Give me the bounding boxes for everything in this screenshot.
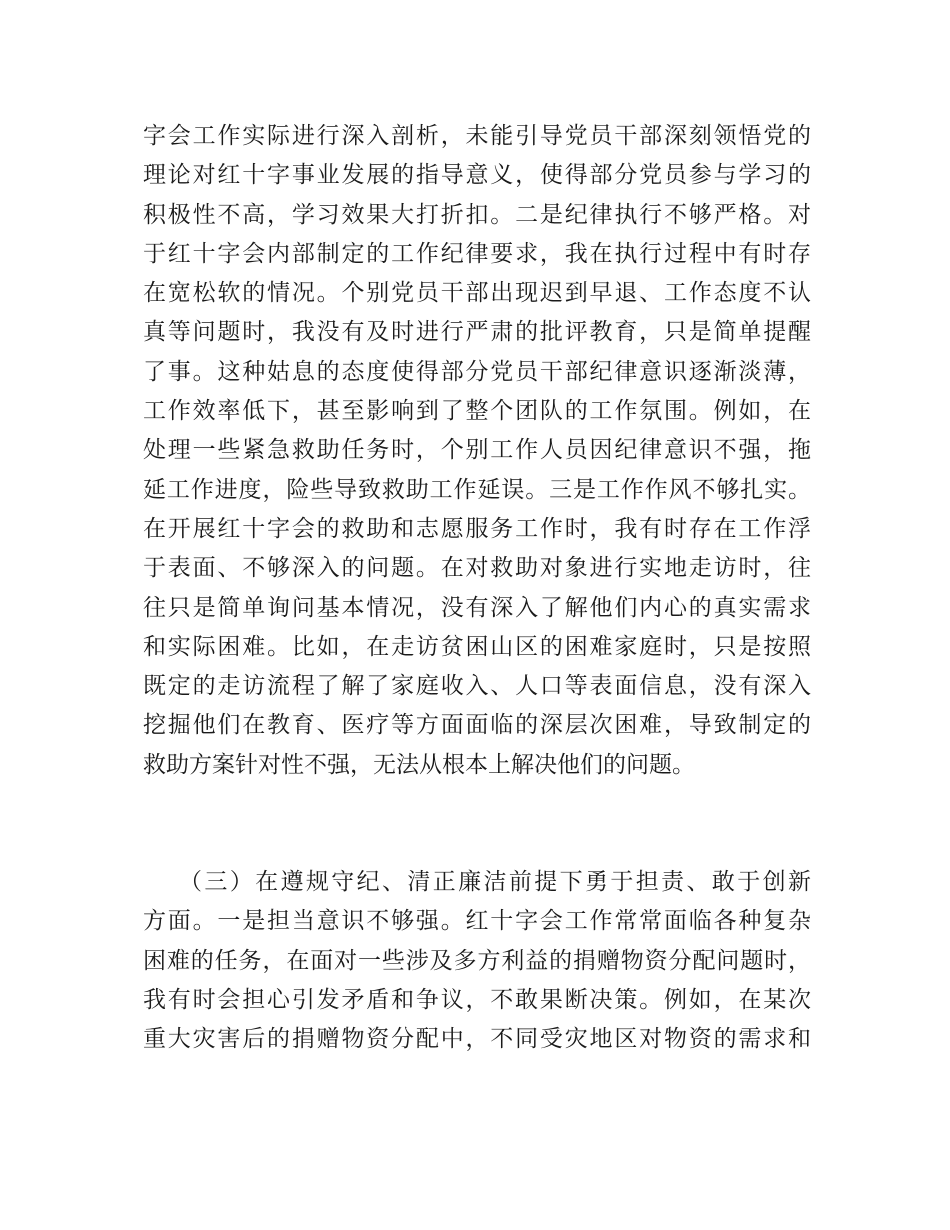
- text-line: 我有时会担心引发矛盾和争议，不敢果断决策。例如，在某次: [143, 986, 811, 1013]
- text-line: 困难的任务，在面对一些涉及多方利益的捐赠物资分配问题时，: [143, 947, 811, 974]
- text-line: 积极性不高，学习效果大打折扣。二是纪律执行不够严格。对: [143, 201, 811, 228]
- paragraph-1: [143, 117, 811, 785]
- text-line: 了事。这种姑息的态度使得部分党员干部纪律意识逐渐淡薄，: [143, 358, 811, 385]
- text-line: 工作效率低下，甚至影响到了整个团队的工作氛围。例如，在: [143, 398, 811, 425]
- section-heading-line: （三）在遵规守纪、清正廉洁前提下勇于担责、敢于创新: [179, 869, 811, 895]
- text-line: 在宽松软的情况。个别党员干部出现迟到早退、工作态度不认: [143, 280, 811, 307]
- text-line: 处理一些紧急救助任务时，个别工作人员因纪律意识不强，拖: [143, 437, 811, 464]
- text-line: 挖掘他们在教育、医疗等方面面临的深层次困难，导致制定的: [143, 712, 811, 739]
- text-line: 往只是简单询问基本情况，没有深入了解他们内心的真实需求: [143, 594, 811, 621]
- paragraph-2: [143, 863, 811, 1059]
- text-line: 真等问题时，我没有及时进行严肃的批评教育，只是简单提醒: [143, 319, 811, 346]
- text-line: 在开展红十字会的救助和志愿服务工作时，我有时存在工作浮: [143, 515, 811, 542]
- text-line: 理论对红十字事业发展的指导意义，使得部分党员参与学习的: [143, 162, 811, 189]
- text-line: 既定的走访流程了解了家庭收入、人口等表面信息，没有深入: [143, 673, 811, 700]
- text-line: 于红十字会内部制定的工作纪律要求，我在执行过程中有时存: [143, 240, 811, 267]
- text-line: 于表面、不够深入的问题。在对救助对象进行实地走访时，往: [143, 555, 811, 582]
- text-line: 字会工作实际进行深入剖析，未能引导党员干部深刻领悟党的: [143, 123, 811, 149]
- text-line: 方面。一是担当意识不够强。红十字会工作常常面临各种复杂: [143, 908, 811, 935]
- text-line: 延工作进度，险些导致救助工作延误。三是工作作风不够扎实。: [143, 476, 811, 503]
- text-line: 救助方案针对性不强，无法从根本上解决他们的问题。: [143, 751, 695, 778]
- text-line: 重大灾害后的捐赠物资分配中，不同受灾地区对物资的需求和: [143, 1026, 811, 1053]
- text-line: 和实际困难。比如，在走访贫困山区的困难家庭时，只是按照: [143, 633, 811, 660]
